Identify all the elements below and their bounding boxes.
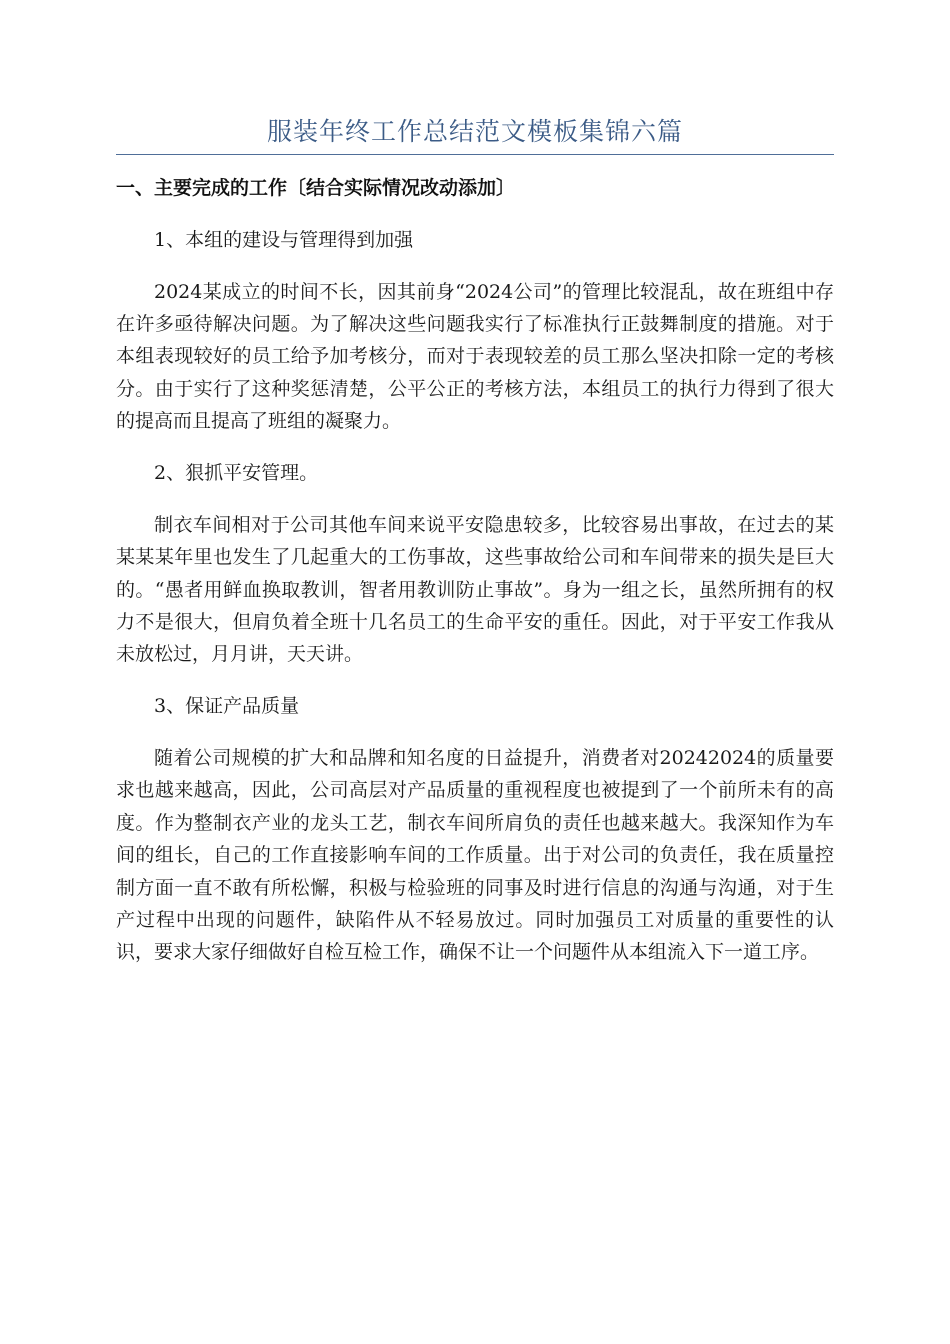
item-heading-3: 3、保证产品质量	[154, 695, 300, 718]
item-heading-2: 2、狠抓平安管理。	[154, 462, 319, 485]
document-title: 服装年终工作总结范文模板集锦六篇	[266, 117, 683, 146]
item-paragraph-2: 制衣车间相对于公司其他车间来说平安隐患较多，比较容易出事故，在过去的某某某某年里也发生了几起重大的工伤事故，这些事故给公司和车间带来的损失是巨大的。“愚者用鲜血换取教训，智者用教训防止事故”。身为一组之长，虽然所拥有的权力不是很大，但肩负着全班十几名员工的生命平安的重任。因此，对于平安工作我从未放松过，月月讲，天天讲。	[116, 513, 834, 666]
item-paragraph-1: 2024某成立的时间不长，因其前身“2024公司”的管理比较混乱，故在班组中存在许多亟待解决问题。为了解决这些问题我实行了标准执行正鼓舞制度的措施。对于本组表现较好的员工给予加考核分，而对于表现较差的员工那么坚决扣除一定的考核分。由于实行了这种奖惩清楚，公平公正的考核方法，本组员工的执行力得到了很大的提高而且提高了班组的凝聚力。	[116, 280, 834, 433]
item-heading-1: 1、本组的建设与管理得到加强	[154, 228, 414, 251]
title-underline	[116, 154, 834, 155]
document-body	[116, 172, 834, 988]
section-heading: 一、主要完成的工作〔结合实际情况改动添加〕	[116, 177, 516, 199]
item-paragraph-3: 随着公司规模的扩大和品牌和知名度的日益提升，消费者对20242024的质量要求也越来越高，因此，公司高层对产品质量的重视程度也被提到了一个前所未有的高度。作为整制衣产业的龙头工艺，制衣车间所肩负的责任也越来越大。我深知作为车间的组长，自己的工作直接影响车间的工作质量。出于对公司的负责任，我在质量控制方面一直不敢有所松懈，积极与检验班的同事及时进行信息的沟通与沟通，对于生产过程中出现的问题件，缺陷件从不轻易放过。同时加强员工对质量的重要性的认识，要求大家仔细做好自检互检工作，确保不让一个问题件从本组流入下一道工序。	[116, 747, 834, 964]
